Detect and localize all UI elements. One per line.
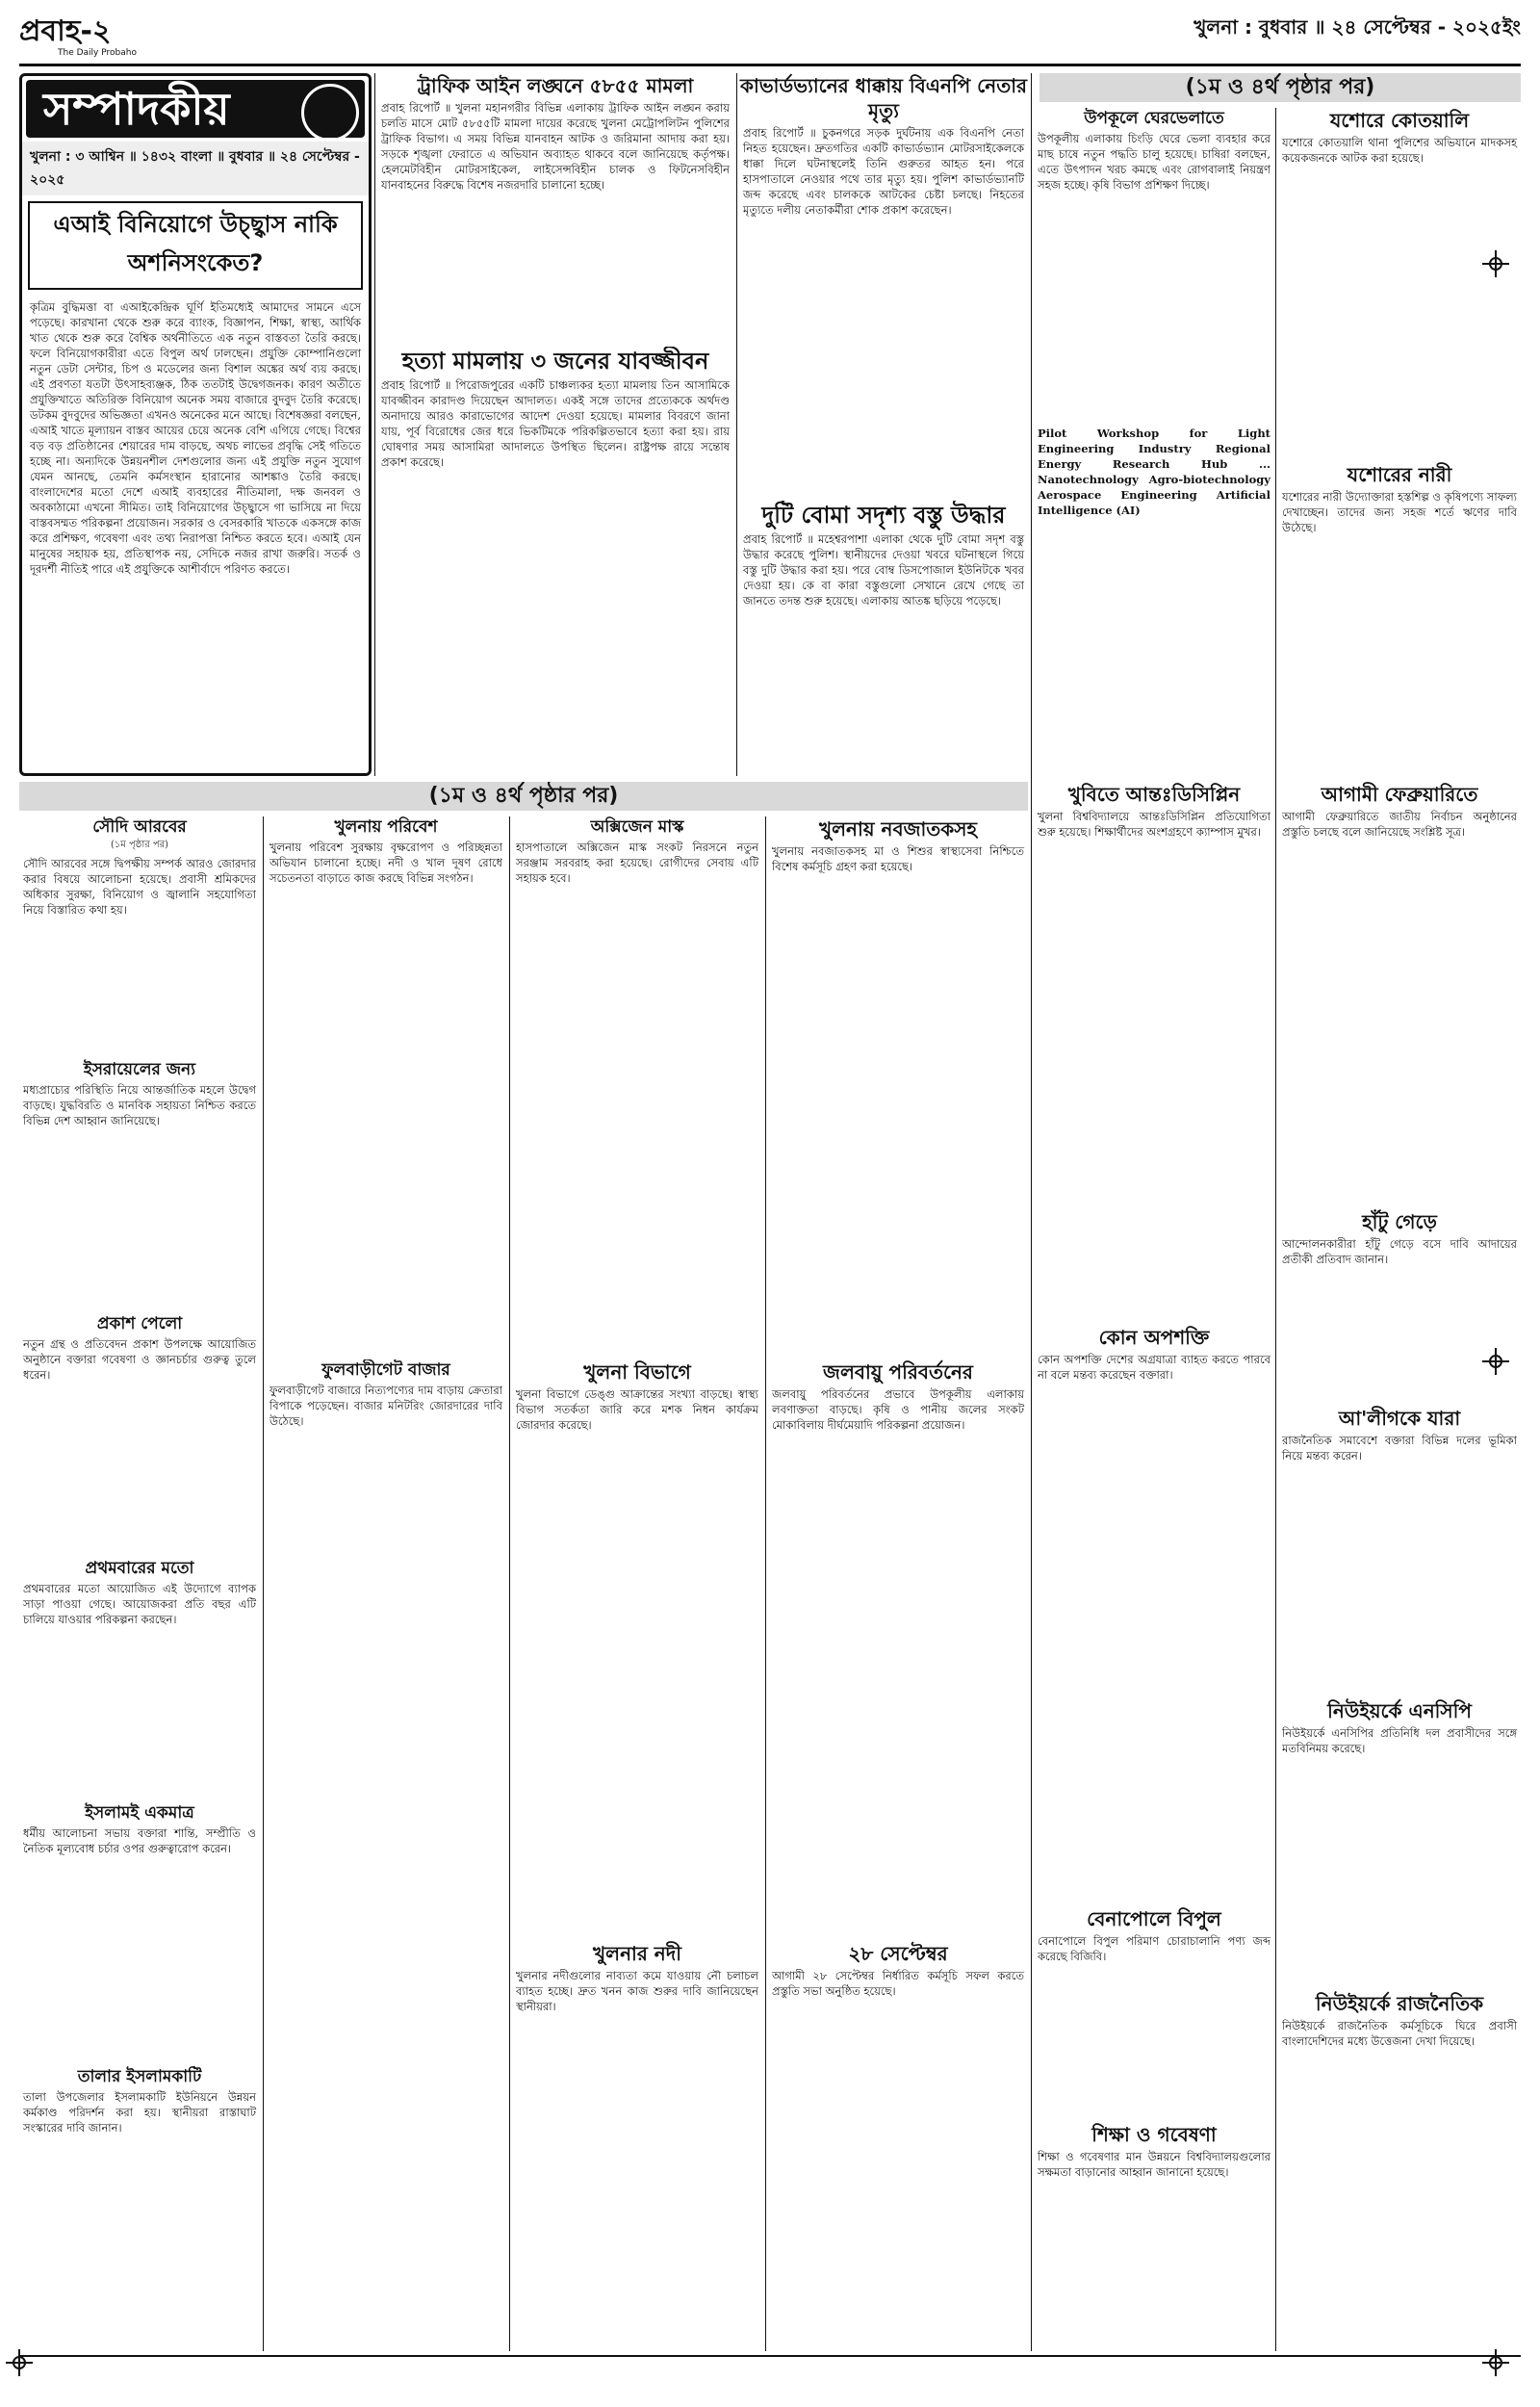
headline: আগামী ফেব্রুয়ারিতে <box>1321 783 1478 806</box>
story-body: খুলনা বিশ্ববিদ্যালয়ে আন্তঃডিসিপ্লিন প্রতিযোগিতা শুরু হয়েছে। শিক্ষার্থীদের অংশগ্রহণে ক্যাম্পাস মুখর। <box>1038 810 1270 839</box>
headline: ট্রাফিক আইন লঙ্ঘনে ৫৮৫৫ মামলা <box>417 74 694 97</box>
story-body: যশোরের নারী উদ্যোক্তারা হস্তশিল্প ও কৃষিপণ্যে সাফল্য দেখাচ্ছেন। তাদের জন্য সহজ শর্তে ঋণের দাবি উঠেছে। <box>1282 490 1517 534</box>
continued-label: (১ম পৃষ্ঠার পর) <box>110 840 169 850</box>
page-dateline: খুলনা : বুধবার ॥ ২৪ সেপ্টেম্বর - ২০২৫ইং <box>1194 15 1521 39</box>
column-rule <box>736 73 737 776</box>
story-allah <box>1278 1406 1521 1695</box>
column-rule <box>1275 108 1276 2351</box>
story-body: বেনাপোলে বিপুল পরিমাণ চোরাচালানি পণ্য জব্দ করেছে বিজিবি। <box>1038 1934 1270 1963</box>
headline: বেনাপোলে বিপুল <box>1087 1907 1221 1930</box>
headline: খুলনা বিভাগে <box>583 1360 691 1384</box>
story-body: খুলনা বিভাগে ডেঙ্গু আক্রান্তের সংখ্যা বাড়ছে। স্বাস্থ্য বিভাগ সতর্কতা জারি করে মশক নিধন কার্যক্রম জোরদার করেছে। <box>516 1387 758 1432</box>
headline: ফুলবাড়ীগেট বাজার <box>321 1360 450 1380</box>
editorial-title: সম্পাদকীয় <box>26 80 365 138</box>
story-benapole <box>1034 1906 1274 2118</box>
story-ny-pol <box>1278 1991 1521 2351</box>
story-body: মধ্যপ্রাচ্যের পরিস্থিতি নিয়ে আন্তর্জাতিক মহলে উদ্বেগ বাড়ছে। যুদ্ধবিরতি ও মানবিক সহায়তা নিশ্চিত করতে বিভিন্ন দেশ আহ্বান জানিয়েছে। <box>23 1083 256 1127</box>
headline: আ'লীগকে যারা <box>1338 1407 1461 1430</box>
headline: নিউইয়র্কে রাজনৈতিক <box>1315 1992 1484 2015</box>
headline: ইসরায়েলের জন্য <box>83 1060 196 1079</box>
story-body: সৌদি আরবের সঙ্গে দ্বিপক্ষীয় সম্পর্ক আরও জোরদার করার বিষয়ে আলোচনা হয়েছে। প্রবাসী শ্রমিকদের অধিকার সুরক্ষা, বিনিয়োগ ও জ্বালানি সহযোগিতা নিয়ে বিস্তারিত কথা হয়। <box>23 857 256 917</box>
headline: তালার ইসলামকাটি <box>77 2067 202 2086</box>
story-climate <box>768 1359 1028 1937</box>
footer-rule <box>19 2355 1521 2357</box>
headline: ২৮ সেপ্টেম্বর <box>848 1942 948 1965</box>
masthead-logo <box>19 8 212 50</box>
logo-text: প্রবাহ-২ <box>19 14 112 48</box>
headline: প্রকাশ পেলো <box>96 1314 183 1333</box>
headline: অক্সিজেন মাস্ক <box>590 817 684 837</box>
story-jessore-nari <box>1278 462 1521 770</box>
story-body: খুলনায় পরিবেশ সুরক্ষায় বৃক্ষরোপণ ও পরিচ্ছন্নতা অভিযান চালানো হচ্ছে। নদী ও খাল দূষণ রোধে সচেতনতা বাড়াতে কাজ করছে বিভিন্ন সংগঠন। <box>270 841 502 885</box>
headline: যশোরে কোতয়ালি <box>1329 109 1470 132</box>
headline: নিউইয়র্কে এনসিপি <box>1327 1699 1472 1722</box>
column-rule <box>509 816 510 2351</box>
story-shiksha <box>1034 2122 1274 2351</box>
story-kote <box>1034 782 1274 1321</box>
story-saudi <box>19 816 260 1057</box>
headline: উপকূলে ঘেরভেলাতে <box>1084 109 1224 128</box>
story-body: প্রবাহ রিপোর্ট ॥ পিরোজপুরের একটি চাঞ্চল্যকর হত্যা মামলায় তিন আসামিকে যাবজ্জীবন কারাদণ্ড দিয়েছেন আদালত। একই সঙ্গে তাদের প্রত্যেককে অর্থদণ্ড অনাদায়ে আরও কারাভোগের আদেশ দেওয়া হয়েছে। মামলার বিবরণে জানা যায়, পূর্ব বিরোধের জের ধরে ভিকটিমকে পরিকল্পিতভাবে হত্যা করা হয়। রায় ঘোষণার সময় আসামিরা আদালতে উপস্থিত ছিলেন। রাষ্ট্রপক্ষ রায়ে সন্তোষ প্রকাশ করেছে। <box>381 378 730 469</box>
story-body: আন্দোলনকারীরা হাঁটু গেড়ে বসে দাবি আদায়ের প্রতীকী প্রতিবাদ জানান। <box>1282 1237 1517 1266</box>
column-rule <box>374 73 375 776</box>
story-ncp <box>1278 1698 1521 1987</box>
editorial-section <box>19 73 372 776</box>
story-body: খুলনার নদীগুলোর নাব্যতা কমে যাওয়ায় নৌ চলাচল ব্যাহত হচ্ছে। দ্রুত খনন কাজ শুরুর দাবি জানিয়েছেন স্থানীয়রা। <box>516 1969 758 2013</box>
story-body: শিক্ষা ও গবেষণার মান উন্নয়নে বিশ্ববিদ্যালয়গুলোর সক্ষমতা বাড়ানোর আহ্বান জানানো হয়েছে। <box>1038 2150 1270 2179</box>
story-khulna-env <box>266 816 506 1356</box>
headline: শিক্ষা ও গবেষণা <box>1091 2123 1217 2146</box>
headline: প্রথমবারের মতো <box>85 1559 194 1578</box>
column-rule <box>263 816 264 2351</box>
story-body: যশোরে কোতয়ালি থানা পুলিশের অভিযানে মাদকসহ কয়েকজনকে আটক করা হয়েছে। <box>1282 136 1517 165</box>
story-division <box>512 1359 762 1937</box>
story-body: আগামী ফেব্রুয়ারিতে জাতীয় নির্বাচন অনুষ্ঠানের প্রস্তুতি চলছে বলে জানিয়েছে সংশ্লিষ্ট সূত্র। <box>1282 810 1517 839</box>
headline: ইসলামই একমাত্র <box>85 1803 194 1823</box>
editorial-dateline: খুলনা : ৩ আশ্বিন ॥ ১৪৩২ বাংলা ॥ বুধবার ॥ ২৪ সেপ্টেম্বর - ২০২৫ <box>22 142 369 195</box>
story-kon <box>1034 1325 1274 1902</box>
headline: যশোরের নারী <box>1347 463 1452 486</box>
story-body: রাজনৈতিক সমাবেশে বক্তারা বিভিন্ন দলের ভূমিকা নিয়ে মন্তব্য করেন। <box>1282 1434 1517 1462</box>
story-body: প্রথমবারের মতো আয়োজিত এই উদ্যোগে ব্যাপক সাড়া পাওয়া গেছে। আয়োজকরা প্রতি বছর এটি চালিয়ে যাওয়ার পরিকল্পনা করছেন। <box>23 1582 256 1626</box>
story-body: ফুলবাড়ীগেট বাজারে নিত্যপণ্যের দাম বাড়ায় ক্রেতারা বিপাকে পড়েছেন। বাজার মনিটরিং জোরদারের দাবি উঠেছে। <box>270 1384 502 1428</box>
headline: খুলনায় পরিবেশ <box>334 817 438 837</box>
registration-mark-icon <box>1482 2349 1509 2376</box>
headline: কাভার্ডভ্যানের ধাক্কায় বিএনপি নেতার মৃত্যু <box>739 74 1028 122</box>
story-coast <box>1034 108 1274 416</box>
story-english-snippet <box>1034 424 1274 770</box>
column-rule <box>765 816 766 2351</box>
header-rule <box>19 64 1521 66</box>
story-murder <box>377 347 733 770</box>
story-bombs <box>739 501 1028 780</box>
headline: খুলনার নদী <box>593 1942 681 1965</box>
story-body: প্রবাহ রিপোর্ট ॥ খুলনা মহানগরীর বিভিন্ন এলাকায় ট্রাফিক আইন লঙ্ঘন করায় চলতি মাসে মোট ৫৮৫৫টি মামলা দায়ের করেছে খুলনা মেট্রোপলিটন পুলিশের ট্রাফিক বিভাগ। এ সময় বিভিন্ন যানবাহন আটক ও জরিমানা আদায় করা হয়। সড়কে শৃঙ্খলা ফেরাতে এ অভিযান অব্যাহত থাকবে বলে জানিয়েছে কর্তৃপক্ষ। হেলমেটবিহীন মোটরসাইকেল, লাইসেন্সবিহীন চালক ও ফিটনেসবিহীন যানবাহনের বিরুদ্ধে বিশেষ নজরদারি চালানো হচ্ছে। <box>381 101 730 192</box>
headline: খুলনায় নবজাতকসহ <box>819 817 977 841</box>
story-sept28 <box>768 1941 1028 2351</box>
story-islami <box>19 1802 260 2062</box>
story-body: হাসপাতালে অক্সিজেন মাস্ক সংকট নিরসনে নতুন সরঞ্জাম সরবরাহ করা হয়েছে। রোগীদের সেবায় এটি সহায়ক হবে। <box>516 841 758 885</box>
headline: জলবায়ু পরিবর্তনের <box>823 1360 973 1384</box>
story-body: কোন অপশক্তি দেশের অগ্রযাত্রা ব্যাহত করতে পারবে না বলে মন্তব্য করেছেন বক্তারা। <box>1038 1353 1270 1382</box>
story-oxygen <box>512 816 762 1356</box>
story-body: নিউইয়র্কে রাজনৈতিক কর্মসূচিকে ঘিরে প্রবাসী বাংলাদেশিদের মধ্যে উত্তেজনা দেখা দিয়েছে। <box>1282 2019 1517 2048</box>
story-body: প্রবাহ রিপোর্ট ॥ চুকনগরে সড়ক দুর্ঘটনায় এক বিএনপি নেতা নিহত হয়েছেন। দ্রুতগতির একটি কাভার্ডভ্যান মোটরসাইকেলকে ধাক্কা দিলে ঘটনাস্থলেই তিনি গুরুতর আহত হন। পরে হাসপাতালে নেওয়ার পথে তার মৃত্যু হয়। পুলিশ কাভার্ডভ্যানটি জব্দ করেছে এবং চালককে আটকের চেষ্টা চলছে। নিহতের মৃত্যুতে দলীয় নেতাকর্মীরা শোক প্রকাশ করেছেন। <box>743 126 1024 217</box>
story-body: প্রবাহ রিপোর্ট ॥ মহেশ্বরপাশা এলাকা থেকে দুটি বোমা সদৃশ বস্তু উদ্ধার করেছে পুলিশ। স্থানীয়দের দেওয়া খবরে ঘটনাস্থলে গিয়ে বস্তু দুটি উদ্ধার করা হয়। পরে বোম্ব ডিসপোজাল ইউনিটকে খবর দেওয়া হয়। কে বা কারা বস্তুগুলো সেখানে রেখে গেছে তা জানতে তদন্ত শুরু হয়েছে। এলাকায় আতঙ্ক ছড়িয়ে পড়েছে। <box>743 532 1024 608</box>
headline: হাঁটু গেড়ে <box>1362 1210 1437 1233</box>
story-body: আগামী ২৮ সেপ্টেম্বর নির্ধারিত কর্মসূচি সফল করতে প্রস্তুতি সভা অনুষ্ঠিত হয়েছে। <box>772 1969 1024 1998</box>
story-phultala <box>266 1359 506 2351</box>
story-israel <box>19 1059 260 1309</box>
story-body: নতুন গ্রন্থ ও প্রতিবেদন প্রকাশ উপলক্ষে আয়োজিত অনুষ্ঠানে বক্তারা গবেষণা ও জ্ঞানচর্চার গুরুত্ব তুলে ধরেন। <box>23 1337 256 1382</box>
story-bnp <box>739 73 1028 497</box>
story-body: খুলনায় নবজাতকসহ মা ও শিশুর স্বাস্থ্যসেবা নিশ্চিতে বিশেষ কর্মসূচি গ্রহণ করা হয়েছে। <box>772 844 1024 873</box>
story-february <box>1278 782 1521 1205</box>
story-jessore-kotwali <box>1278 108 1521 454</box>
masthead-subtitle: The Daily Probaho <box>58 48 137 58</box>
pen-nib-icon <box>301 84 359 142</box>
story-body: ধর্মীয় আলোচনা সভায় বক্তারা শান্তি, সম্প্রীতি ও নৈতিক মূল্যবোধ চর্চার ওপর গুরুত্বারোপ করেন। <box>23 1826 256 1855</box>
story-body: জলবায়ু পরিবর্তনের প্রভাবে উপকূলীয় এলাকায় লবণাক্ততা বাড়ছে। কৃষি ও পানীয় জলের সংকট মোকাবিলায় দীর্ঘমেয়াদি পরিকল্পনা প্রয়োজন। <box>772 1387 1024 1432</box>
continued-banner-mid: (১ম ও ৪র্থ পৃষ্ঠার পর) <box>19 782 1028 811</box>
column-rule <box>1031 73 1032 2351</box>
story-traffic <box>377 73 733 343</box>
headline: সৌদি আরবের <box>92 817 187 837</box>
headline: কোন অপশক্তি <box>1098 1326 1210 1349</box>
story-body: উপকূলীয় এলাকায় চিংড়ি ঘেরে ভেলা ব্যবহার করে মাছ চাষে নতুন পদ্ধতি চালু হয়েছে। চাষিরা বলছেন, এতে উৎপাদন খরচ কমছে এবং রোগবালাই নিয়ন্ত্রণ সহজ হচ্ছে। কৃষি বিভাগ প্রশিক্ষণ দিচ্ছে। <box>1038 132 1270 192</box>
headline: খুবিতে আন্তঃডিসিপ্লিন <box>1067 783 1241 806</box>
story-body: নিউইয়র্কে এনসিপির প্রতিনিধি দল প্রবাসীদের সঙ্গে মতবিনিময় করেছে। <box>1282 1726 1517 1755</box>
story-hatu <box>1278 1209 1521 1402</box>
editorial-body: কৃত্রিম বুদ্ধিমত্তা বা এআইকেন্দ্রিক ঘূর্ণি ইতিমধ্যেই আমাদের সামনে এসে পড়েছে। কারখানা থেকে শুরু করে ব্যাংক, বিজ্ঞাপন, শিক্ষা, স্বাস্থ্য, আর্থিক খাত থেকে শুরু করে বৈশ্বিক অর্থনীতিতে এক নতুন বাস্তবতা তৈরি করছে। ফলে বিনিয়োগকারীরা এতে বিপুল অর্থ ঢালছেন। প্রযুক্তি কোম্পানিগুলো নতুন ডেটা সেন্টার, চিপ ও মডেলের জন্য বিশাল অঙ্কের অর্থ ব্যয় করছে। এই প্রবণতা যতটা উৎসাহব্যঞ্জক, ঠিক ততটাই উদ্বেগজনক। কারণ অতীতে প্রযুক্তিখাতে অতিরিক্ত বিনিয়োগ অনেক সময় বাজারে বুদবুদ তৈরি করেছে। ডটকম বুদবুদের অভিজ্ঞতা এখনও অনেকের মনে আছে। বিশেষজ্ঞরা বলছেন, এআই খাতে মূল্যায়ন বাস্তব আয়ের চেয়ে অনেক বেশি এগিয়ে গেছে। বিশ্বের বড় বড় প্রতিষ্ঠানের শেয়ারের দাম বাড়ছে, অথচ লাভের প্রবৃদ্ধি সেই গতিতে হচ্ছে না। অন্যদিকে উন্নয়নশীল দেশগুলোর জন্য এই প্রযুক্তি নতুন সুযোগ যেমন আনছে, তেমনি কর্মসংস্থান হারানোর আশঙ্কাও তৈরি করছে। বাংলাদেশের মতো দেশে এআই ব্যবহারের নীতিমালা, দক্ষ জনবল ও অবকাঠামো এখনো সীমিত। তাই বিনিয়োগের উচ্ছ্বাসে গা ভাসিয়ে না দিয়ে বাস্তবসম্মত পরিকল্পনা প্রয়োজন। সরকার ও বেসরকারি খাতকে একসঙ্গে কাজ করে প্রশিক্ষণ, গবেষণা এবং তথ্য নিরাপত্তা নিশ্চিত করতে হবে। এআই যেন মানুষের সহায়ক হয়, প্রতিস্থাপক নয়, সেদিকে নজর রাখা জরুরি। সতর্ক ও দূরদর্শী নীতিই পারে এই প্রযুক্তিকে আশীর্বাদে পরিণত করতে। <box>30 300 361 576</box>
story-firsttime <box>19 1558 260 1799</box>
story-body: তালা উপজেলার ইসলামকাটি ইউনিয়নে উন্নয়ন কর্মকাণ্ড পরিদর্শন করা হয়। স্থানীয়রা রাস্তাঘাট সংস্কারের দাবি জানান। <box>23 2090 256 2135</box>
english-snippet: Pilot Workshop for Light Engineering Industry Regional Energy Research Hub ... Nanotechnology Agro-biotechnology Aerospace Engineering Artificial Intelligence (AI) <box>1038 427 1270 517</box>
story-prakash <box>19 1313 260 1554</box>
headline: হত্যা মামলায় ৩ জনের যাবজ্জীবন <box>401 348 709 375</box>
continued-banner-right: (১ম ও ৪র্থ পৃষ্ঠার পর) <box>1040 73 1521 102</box>
story-river <box>512 1941 762 2351</box>
story-newborn <box>768 816 1028 1356</box>
editorial-headline: এআই বিনিয়োগে উচ্ছ্বাস নাকি অশনিসংকেত? <box>28 201 363 290</box>
headline: দুটি বোমা সদৃশ্য বস্তু উদ্ধার <box>761 502 1006 529</box>
story-tala <box>19 2066 260 2355</box>
